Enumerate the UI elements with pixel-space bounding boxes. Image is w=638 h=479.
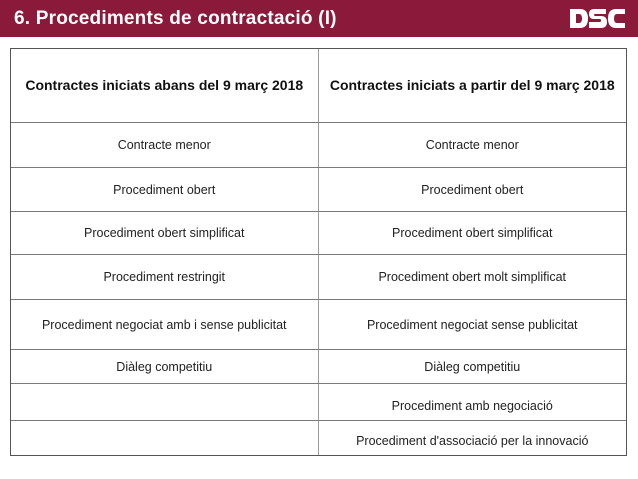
table-cell-after: Contracte menor [425, 138, 519, 152]
table-row [11, 123, 626, 168]
table-row [11, 255, 626, 300]
slide-header [0, 0, 638, 37]
table-cell-before [11, 384, 319, 420]
table-cell-before: Procediment obert simplificat [11, 212, 319, 254]
table-row [11, 212, 626, 255]
column-header-after: Contractes iniciats a partir del 9 març 2018 [329, 77, 615, 93]
table-row [11, 350, 626, 384]
column-header-before: Contractes iniciats abans del 9 març 2018 [11, 49, 319, 122]
table-row [11, 300, 626, 350]
table-cell-before [11, 421, 319, 455]
table-cell-before: Procediment restringit [11, 255, 319, 299]
table-row [11, 384, 626, 421]
slide-title: 6. Procediments de contractació (I) [14, 8, 337, 29]
table-cell-after: Procediment d'associació per la innovació [356, 434, 589, 448]
table-cell-after: Procediment obert [421, 182, 524, 197]
table-cell-after: Procediment negociat sense publicitat [366, 317, 578, 332]
procedures-table [10, 48, 627, 456]
table-row [11, 421, 626, 455]
table-cell-after: Procediment obert molt simplificat [378, 270, 567, 284]
table-cell-before: Procediment negociat amb i sense publicitat [11, 300, 319, 349]
table-row [11, 168, 626, 212]
table-cell-after: Procediment amb negociació [391, 399, 553, 413]
table-cell-before: Procediment obert [11, 168, 319, 211]
table-header-row [11, 49, 626, 123]
dsc-logo-icon [568, 7, 626, 30]
table-cell-before: Diàleg competitiu [11, 350, 319, 383]
table-cell-before: Contracte menor [11, 123, 319, 167]
table-cell-after: Diàleg competitiu [424, 359, 521, 374]
table-cell-after: Procediment obert simplificat [392, 226, 553, 240]
